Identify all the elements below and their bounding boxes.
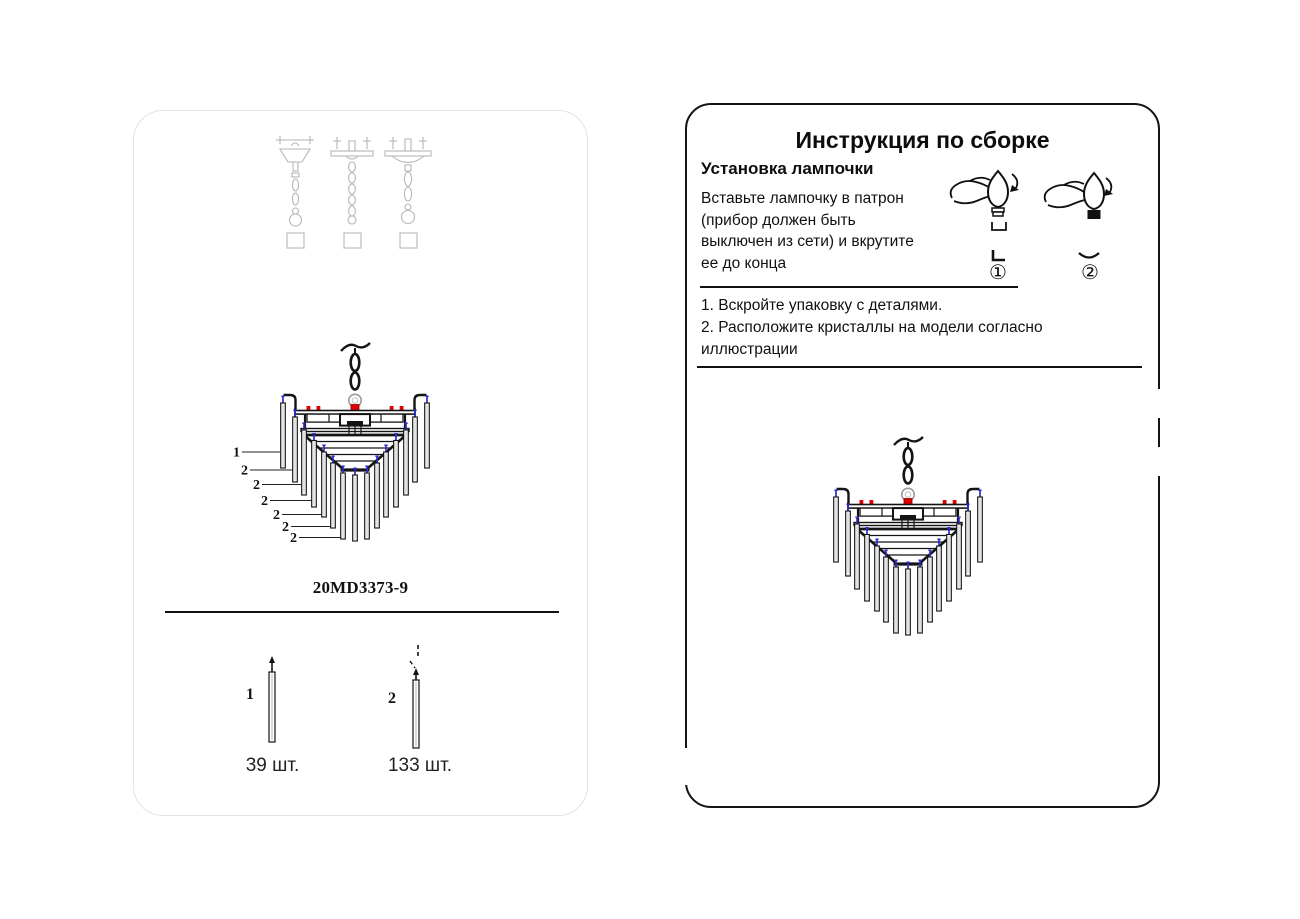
ceiling-mount-options-illustration [272, 133, 442, 253]
body-line: выключен из сети) и вкрутите [701, 233, 914, 250]
tier-label: 1 [233, 445, 240, 461]
part-1-crystal-illustration [262, 650, 282, 744]
section-divider-top [700, 286, 1018, 288]
step-line: 1. Вскройте упаковку с деталями. [701, 297, 943, 314]
border-gap [1155, 389, 1167, 418]
body-line: ее до конца [701, 254, 787, 272]
border-gap [1155, 447, 1167, 476]
assembly-steps-text [701, 295, 1146, 361]
border-gap [679, 748, 691, 785]
tier-label: 2 [290, 531, 297, 546]
mount-option-1 [276, 136, 314, 248]
part-2-crystal-illustration [404, 642, 428, 750]
left-panel-divider [165, 611, 559, 613]
section-divider-bottom [697, 366, 1142, 368]
part-1-label: 1 [246, 686, 254, 703]
instructions-title: Инструкция по сборке [795, 127, 1050, 153]
tier-label: 2 [253, 478, 260, 493]
tier-label: 2 [261, 494, 268, 509]
tier-labels [233, 446, 297, 547]
section-heading: Установка лампочки [701, 159, 874, 178]
figure-number-1: ① [989, 260, 1007, 284]
figure-number-2: ② [1081, 260, 1099, 284]
body-line: (прибор должен быть [701, 211, 856, 229]
tier-label: 2 [282, 520, 289, 535]
body-line: Вставьте лампочку в патрон [701, 190, 904, 207]
mount-option-3 [385, 137, 431, 248]
tier-label: 2 [273, 508, 280, 523]
part-1-quantity: 39 шт. [245, 755, 300, 776]
mount-option-2 [331, 137, 373, 248]
step-line: иллюстрации [701, 341, 798, 358]
chandelier-reference-illustration [798, 434, 1018, 646]
part-2-label: 2 [388, 690, 396, 707]
screw-bulb-step-2-illustration [1042, 168, 1124, 234]
step-line: 2. Расположите кристаллы на модели согласно [701, 319, 1043, 336]
chandelier-assembly-diagram [215, 340, 465, 552]
bulb-installation-text [701, 188, 956, 274]
tier-label: 2 [241, 463, 248, 479]
model-number: 20MD3373-9 [312, 578, 409, 597]
part-2-quantity: 133 шт. [387, 755, 453, 776]
insert-bulb-step-1-illustration [946, 168, 1028, 234]
